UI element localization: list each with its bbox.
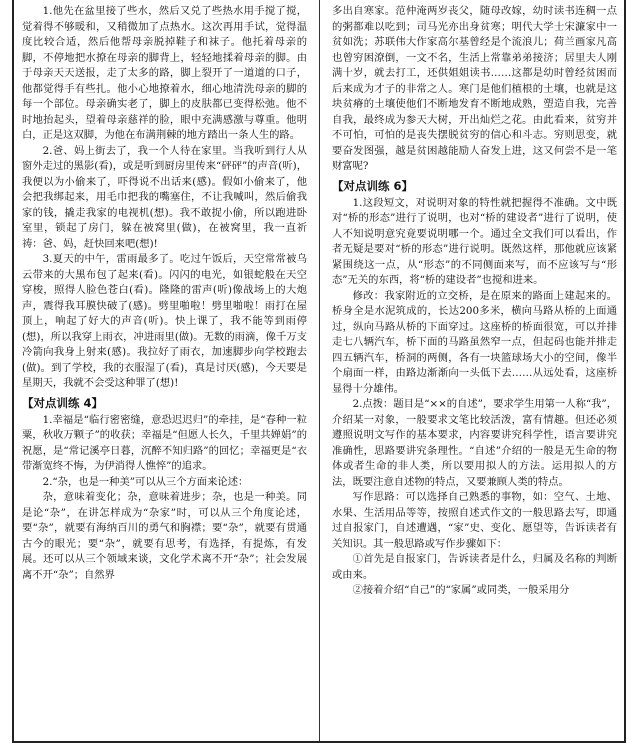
page-bottom-border: [12, 741, 626, 743]
paragraph: 2.爸、妈上街去了，我一个人待在家里。当我听到行人从窗外走过的黑影(看)，或是听到厨房里传来“砰砰”的声音(听)，我便以为小偷来了，吓得说不出话来(感)。假如小偷来了，他会把我绑起来，用毛巾把我的嘴塞住，不让我喊叫，然后偷我家的钱，撬走我家的电视机(想)。我不敢捉小偷，所以跑进卧室里，锁起了房门，躲在被窝里(做)，在被窝里，我一直祈祷：爸、妈，赶快回来吧(想)!: [22, 144, 307, 250]
paragraph: 1.幸福是“临行密密缝，意恐迟迟归”的牵挂，是“春种一粒粟，秋收万颗子”的收获；幸福是“但愿人长久，千里共婵娟”的祝愿，是“常记溪亭日暮，沉醉不知归路”的回忆；幸福更是“衣带渐宽终不悔，为伊消得人憔悴”的追求。: [22, 413, 307, 472]
paragraph: 2.“杂，也是一种美”可以从三个方面来论述：: [42, 475, 249, 488]
paragraph: 多出自寒家。范仲淹两岁丧父，随母改嫁，幼时读书连稠一点的粥都难以吃到；司马光亦出身贫寒；明代大学士宋濂家中一贫如洗；苏联伟大作家高尔基曾经是个流浪儿；荷兰画家凡高也曾穷困潦倒，一文不名，生活上常靠弟弟接济；居里夫人刚满十岁，就去打工，还供姐姐读书……这都是幼时曾经贫困而后来成为才子的非常之人。寒门是他们植根的土壤，也就是这块贫瘠的土壤使他们不断地发育不断地成熟，塑造自我，完善自我，最终成为参天大树，开出灿烂之花。由此看来，贫穷并不可怕，可怕的是丧失摆脱贫穷的信心和斗志。穷则思变，就要奋发图强，越是贫困越能励人奋发上进，这又何尝不是一笔财富呢?: [332, 5, 617, 172]
paragraph: 写作思路：可以选择自己熟悉的事物，如：空气、土地、水果、生活用品等等，按照自述式作文的一般思路去写，即通过自报家门，自述遭遇，“家”史、变化、愿望等，告诉读者有关知识。其一般思路或写作步骤如下：: [332, 491, 617, 550]
section-heading: 【对点训练 4】: [22, 395, 104, 410]
paragraph: 修改：我家附近的立交桥，是在原来的路面上建起来的。桥身全是水泥筑成的，长达200多米，横向马路从桥的上面通过，纵向马路从桥的下面穿过。这座桥的桥面很宽，可以并排走七八辆汽车，桥下面的马路虽然窄一点，但起码也能并排走四五辆汽车，桥洞的两侧，各有一块篮球场大小的空间，像半个扇面一样，由路边渐渐向一头低下去……从远处看，这座桥显得十分雄伟。: [332, 289, 617, 395]
right-column: [332, 4, 617, 599]
paragraph: 1.这段短文，对说明对象的特性就把握得不准确。文中既对“桥的形态”进行了说明，也对“桥的建设者”进行了说明，使人不知说明意究竟要说明哪一个。通过全文我们可以看出，作者无疑是要对“桥的形态”进行说明。既然这样，那他就应该紧紧围绕这一点，从“形态”的不同侧面来写，而不应该写与“形态”无关的东西，将“桥的建设者”也搅和进来。: [332, 196, 617, 286]
paragraph: 杂，意味着变化；杂，意味着进步；杂，也是一种美。同是论“杂”，在讲怎样成为“杂家”时，可以从三个角度论述，要“杂”，就要有海纳百川的勇气和胸襟；要“杂”，就要有贯通古今的眼光；要“杂”，就要有思考，有选择，有提炼，有发展。还可以从三个领域来谈，文化学术离不开“杂”；社会发展离不开“杂”；自然界: [22, 491, 307, 581]
column-divider: [319, 0, 320, 741]
section-heading: 【对点训练 6】: [332, 178, 414, 193]
paragraph: ②接着介绍“自己”的“家属”或同类，一般采用分: [352, 584, 570, 596]
paragraph: 2.点拨：题目是“××的自述”，要求学生用第一人称“我”，介绍某一对象，一般要求文笔比较活泼，富有情趣。但还必须遵照说明文写作的基本要求，内容要讲究科学性，语言要讲究准确性，思路要讲究条理性。“自述”介绍的一般是无生命的物体或者生命的非人类，所以要用拟人的方法。运用拟人的方法，既要注意自述物的特点，又要兼顾人类的特点。: [332, 398, 617, 488]
paragraph: 3.夏天的中午，雷雨最多了。吃过午饭后，天空常常被乌云带来的大黑布包了起来(看)。闪闪的电光，如银蛇般在天空穿梭，照得人脸色苍白(看)。隆隆的雷声(听)像战场上的大炮声，震得我耳膜快破了(感)。劈里啪啦！劈里啪啦！雨打在屋顶上，响起了好大的声音(听)。快上课了，我不能等到雨停(想)，所以我穿上雨衣，冲进雨里(做)。无数的雨滴，像千万支冷箭向我身上射来(感)。我拉好了雨衣，加速脚步向学校跑去(做)。到了学校，我的衣服湿了(看)，真是讨厌(感)，今天要是星期天，我就不会受这种罪了(想)!: [22, 253, 307, 389]
paragraph: 1.他先在盆里接了些水，然后又兑了些热水用手搅了搅，觉着得不够暖和，又稍微加了点热水。这次再用手试，觉得温度比较合适，然后他帮母亲脱掉鞋子和袜子。他托着母亲的脚，不停地把水撩在母亲的脚背上，轻轻地揉着母亲的脚。由于母亲天天送报，走了太多的路，脚上裂开了一道道的口子，他都觉得手有些扎。他小心地撩着水，细心地清洗母亲的脚的每一个部位。母亲确实老了，脚上的皮肤都已变得松弛。他不时地抬起头，望着母亲慈祥的脸，眼中充满感激与尊重。他明白，正是这双脚，为他在布满荆棘的地方踏出一条人生的路。: [22, 5, 307, 141]
paragraph: ①首先是自报家门，告诉读者是什么，归属及名称的判断或由来。: [332, 553, 617, 581]
left-column: [22, 4, 307, 583]
